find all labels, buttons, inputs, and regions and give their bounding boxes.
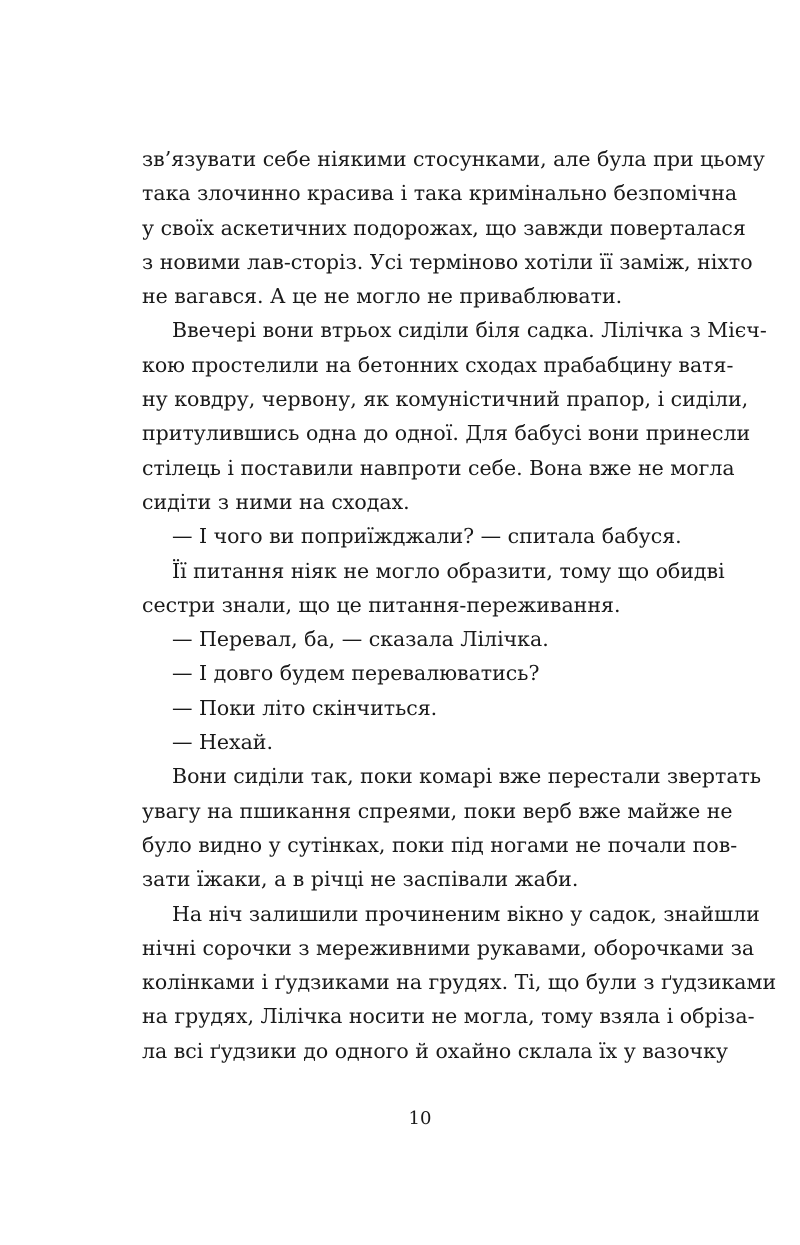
page-number: 10 <box>408 1108 432 1129</box>
text-line: ла всі ґудзики до одного й охайно склала їх у вазочку <box>142 1038 728 1063</box>
text-line: така злочинно красива і така кримінально безпомічна <box>142 181 738 206</box>
dialogue-line: — І довго будем перевалюватись? <box>172 661 540 686</box>
dialogue-line: — Поки літо скінчиться. <box>172 695 438 720</box>
dialogue-line: — Нехай. <box>172 730 273 755</box>
dialogue-line: — Перевал, ба, — сказала Лілічка. <box>172 627 549 652</box>
text-line: колінками і ґудзиками на грудях. Ті, що були з ґудзиками <box>142 970 777 995</box>
text-line: у своїх аскетичних подорожах, що завжди поверталася <box>142 215 746 240</box>
text-line: стілець і поставили навпроти себе. Вона вже не могла <box>142 455 735 480</box>
text-line: Її питання ніяк не могло образити, тому що обидві <box>172 558 725 583</box>
text-line: зати їжаки, а в річці не заспівали жаби. <box>142 867 579 892</box>
text-line: зв’язувати себе ніякими стосунками, але була при цьому <box>142 147 765 171</box>
text-line: Вони сиділи так, поки комарі вже перестали звертать <box>172 764 762 789</box>
text-line: не вагався. А це не могло не приваблювати. <box>142 284 623 309</box>
text-line: Ввечері вони втрьох сиділи біля садка. Лілічка з Мієч- <box>172 318 767 343</box>
text-line: кою простелили на бетонних сходах прабабцину ватя- <box>142 352 734 377</box>
text-line: притулившись одна до одної. Для бабусі вони принесли <box>142 421 751 446</box>
text-line: на грудях, Лілічка носити не могла, тому взяла і обріза- <box>142 1004 755 1029</box>
book-page-text <box>142 142 777 1068</box>
text-line: увагу на пшикання спреями, поки верб вже майже не <box>142 798 733 823</box>
text-line: нічні сорочки з мереживними рукавами, оборочками за <box>142 935 755 960</box>
text-line: з новими лав-сторіз. Усі терміново хотіли її заміж, ніхто <box>142 249 753 274</box>
text-line: На ніч залишили прочиненим вікно у садок, знайшли <box>172 901 760 926</box>
text-line: ну ковдру, червону, як комуністичний прапор, і сиділи, <box>142 387 749 412</box>
dialogue-line: — І чого ви поприїжджали? — спитала бабуся. <box>172 524 682 549</box>
text-line: сидіти з ними на сходах. <box>142 489 410 514</box>
text-line: сестри знали, що це питання-переживання. <box>142 592 621 617</box>
text-line: було видно у сутінках, поки під ногами не почали пов- <box>142 832 738 857</box>
